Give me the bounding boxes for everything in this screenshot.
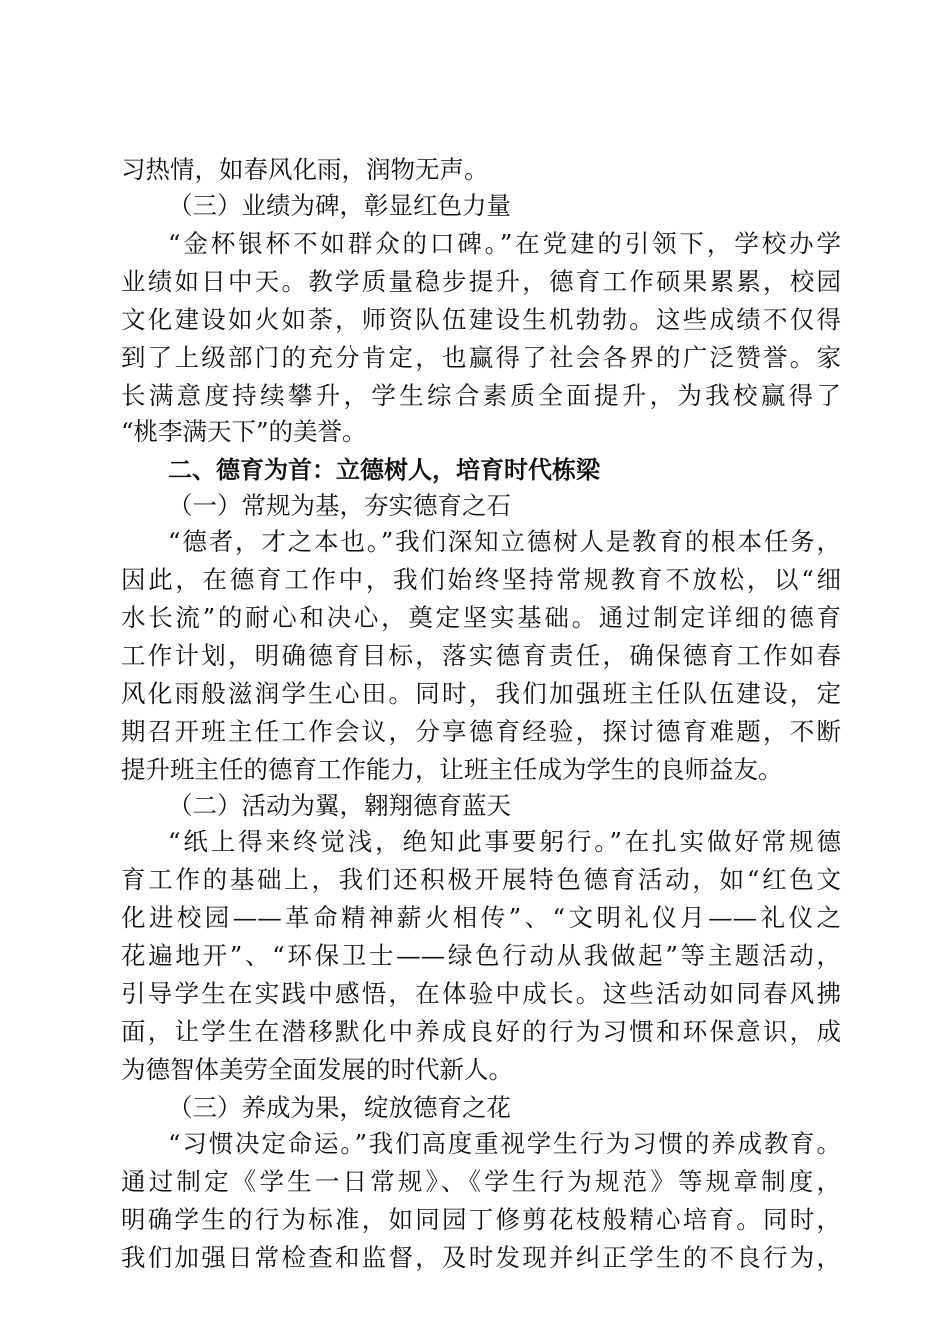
paragraph-line: 引导学生在实践中感悟，在体验中成长。这些活动如同春风拂	[121, 979, 841, 1008]
paragraph-line: “纸上得来终觉浅，绝知此事要躬行。”在扎实做好常规德	[168, 827, 841, 856]
paragraph-line: “习惯决定命运。”我们高度重视学生行为习惯的养成教育。	[168, 1129, 841, 1158]
section-heading-2-2: （二）活动为翼，翱翔德育蓝天	[168, 791, 511, 820]
paragraph-line: 到了上级部门的充分肯定，也赢得了社会各界的广泛赞誉。家	[121, 343, 841, 372]
paragraph-line: 期召开班主任工作会议，分享德育经验，探讨德育难题，不断	[121, 717, 841, 746]
paragraph-line: 长满意度持续攀升，学生综合素质全面提升，为我校赢得了	[121, 381, 841, 410]
paragraph-line: 习热情，如春风化雨，润物无声。	[121, 155, 489, 184]
paragraph-line: 化进校园——革命精神薪火相传”、“文明礼仪月——礼仪之	[121, 903, 841, 932]
section-heading-2-1: （一）常规为基，夯实德育之石	[168, 491, 511, 520]
paragraph-line: 风化雨般滋润学生心田。同时，我们加强班主任队伍建设，定	[121, 679, 841, 708]
paragraph-line: 业绩如日中天。教学质量稳步提升，德育工作硕果累累，校园	[121, 267, 841, 296]
paragraph-line: 文化建设如火如荼，师资队伍建设生机勃勃。这些成绩不仅得	[121, 305, 841, 334]
paragraph-line: 育工作的基础上，我们还积极开展特色德育活动，如“红色文	[121, 865, 841, 894]
paragraph-line: 我们加强日常检查和监督，及时发现并纠正学生的不良行为，	[121, 1243, 841, 1272]
paragraph-line: “桃李满天下”的美誉。	[121, 417, 367, 446]
paragraph-line: 面，让学生在潜移默化中养成良好的行为习惯和环保意识，成	[121, 1017, 841, 1046]
paragraph-line: 明确学生的行为标准，如同园丁修剪花枝般精心培育。同时，	[121, 1205, 841, 1234]
paragraph-line: 通过制定《学生一日常规》、《学生行为规范》等规章制度，	[121, 1167, 841, 1196]
paragraph-line: 工作计划，明确德育目标，落实德育责任，确保德育工作如春	[121, 641, 841, 670]
paragraph-line: 提升班主任的德育工作能力，让班主任成为学生的良师益友。	[121, 755, 783, 784]
paragraph-line: 因此，在德育工作中，我们始终坚持常规教育不放松，以“细	[121, 565, 841, 594]
paragraph-line: “金杯银杯不如群众的口碑。”在党建的引领下，学校办学	[168, 229, 841, 258]
section-heading-2-3: （三）养成为果，绽放德育之花	[168, 1093, 511, 1122]
paragraph-line: 花遍地开”、“环保卫士——绿色行动从我做起”等主题活动，	[121, 941, 841, 970]
paragraph-line: 为德智体美劳全面发展的时代新人。	[121, 1055, 513, 1084]
section-heading-1-3: （三）业绩为碑，彰显红色力量	[168, 191, 511, 220]
paragraph-line: “德者，才之本也。”我们深知立德树人是教育的根本任务，	[168, 527, 841, 556]
paragraph-line: 水长流”的耐心和决心，奠定坚实基础。通过制定详细的德育	[121, 603, 841, 632]
section-heading-2: 二、德育为首：立德树人，培育时代栋梁	[168, 456, 600, 484]
